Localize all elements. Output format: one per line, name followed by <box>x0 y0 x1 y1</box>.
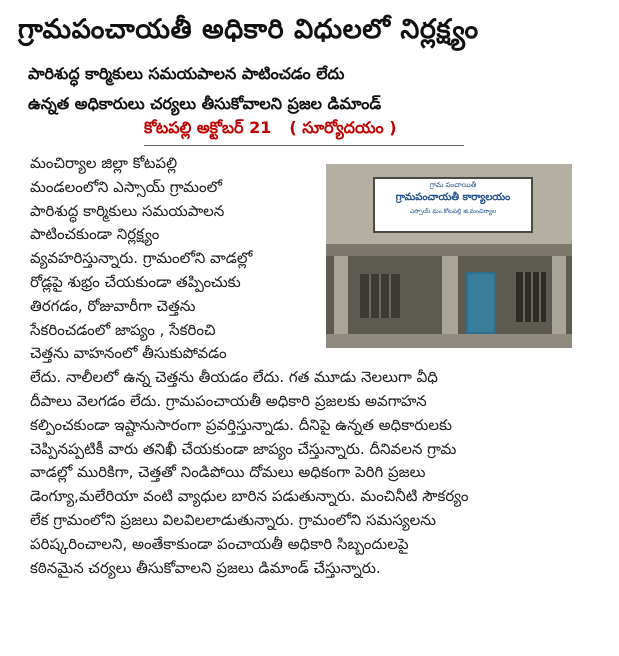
headline: గ్రామపంచాయతీ అధికారి విధులలో నిర్లక్ష్యం <box>18 14 479 45</box>
body-line: వాడల్లో మురికిగా, చెత్తతో నిండిపోయి దోమలు అధికంగా పెరిగి ప్రజలు <box>30 463 426 482</box>
body-line: కల్పించకుండా ఇష్టానుసారంగా ప్రవర్తిస్తున్నాడు. దీనిపై ఉన్నత అధికారులకు <box>30 415 452 434</box>
body-line: సేకరించడంలో జాప్యం , సేకరించి <box>30 320 216 339</box>
body-line: మంచిర్యాల జిల్లా కోటపల్లి <box>30 154 178 172</box>
sign-line-3: ఎస్సాయ్ మం.కోటపల్లి జి.మంచిర్యాల <box>409 208 497 215</box>
subheading-1: పారిశుద్ధ కార్మికులు సమయపాలన పాటించడం లేదు <box>28 64 345 83</box>
body-line: చెత్తను వాహనంలో తీసుకుపోవడం <box>30 344 227 363</box>
body-line: డెంగ్యూ,మలేరియా వంటి వ్యాధుల బారిన పడుతున్నారు. మంచినీటి సౌకర్యం <box>30 487 469 506</box>
sign-line-2: గ్రామపంచాయతీ కార్యాలయం <box>395 192 511 203</box>
dateline-place: కోటపల్లి అక్టోబర్ 21 <box>144 118 272 137</box>
body-line: పారిశుద్ధ కార్మికులు సమయపాలన <box>30 201 225 220</box>
sign-line-1: గ్రామ పంచాయితీ <box>429 181 477 189</box>
body-line: చెప్పినప్పటికీ వారు తనిఖీ చేయకుండా జాప్యం చేస్తున్నారు. దీనివలన గ్రామ <box>30 439 457 458</box>
divider-rule <box>144 145 464 146</box>
article-body <box>30 152 590 580</box>
body-line: దీపాలు వెలగడం లేదు. గ్రామపంచాయతీ అధికారి ప్రజలకు అవగాహన <box>30 391 427 410</box>
dateline-source: ( సూర్యోదయం ) <box>289 118 397 137</box>
body-line: లేదు. నాలీలలో ఉన్న చెత్తను తీయడం లేదు. గత మూడు నెలలుగా వీధి <box>30 368 438 387</box>
subheading-2: ఉన్నత అధికారులు చర్యలు తీసుకోవాలని ప్రజల డిమాండ్ <box>28 94 382 113</box>
body-line: రోడ్లపై శుభ్రం చేయకుండా తప్పించుకు <box>30 272 241 291</box>
body-line: లేక గ్రామంలోని ప్రజలు విలవిలలాడుతున్నారు. గ్రామంలోని సమస్యలను <box>30 510 436 529</box>
body-line: వ్యవహరిస్తున్నారు. గ్రామంలోని వాడల్లో <box>30 249 253 268</box>
dateline <box>144 118 397 141</box>
body-line: కఠినమైన చర్యలు తీసుకోవాలని ప్రజలు డిమాండ్ చేస్తున్నారు. <box>30 558 381 577</box>
body-line: పాటించకుండా నిర్లక్ష్యం <box>30 225 160 244</box>
body-line: పరిష్కరించాలని, అంతేకాకుండా పంచాయతీ అధికారి సిబ్బందులపై <box>30 534 409 553</box>
body-line: తిరగడం, రోజువారీగా చెత్తను <box>30 296 196 315</box>
body-line: మండలంలోని ఎస్సాయ్ గ్రామంలో <box>30 177 223 196</box>
